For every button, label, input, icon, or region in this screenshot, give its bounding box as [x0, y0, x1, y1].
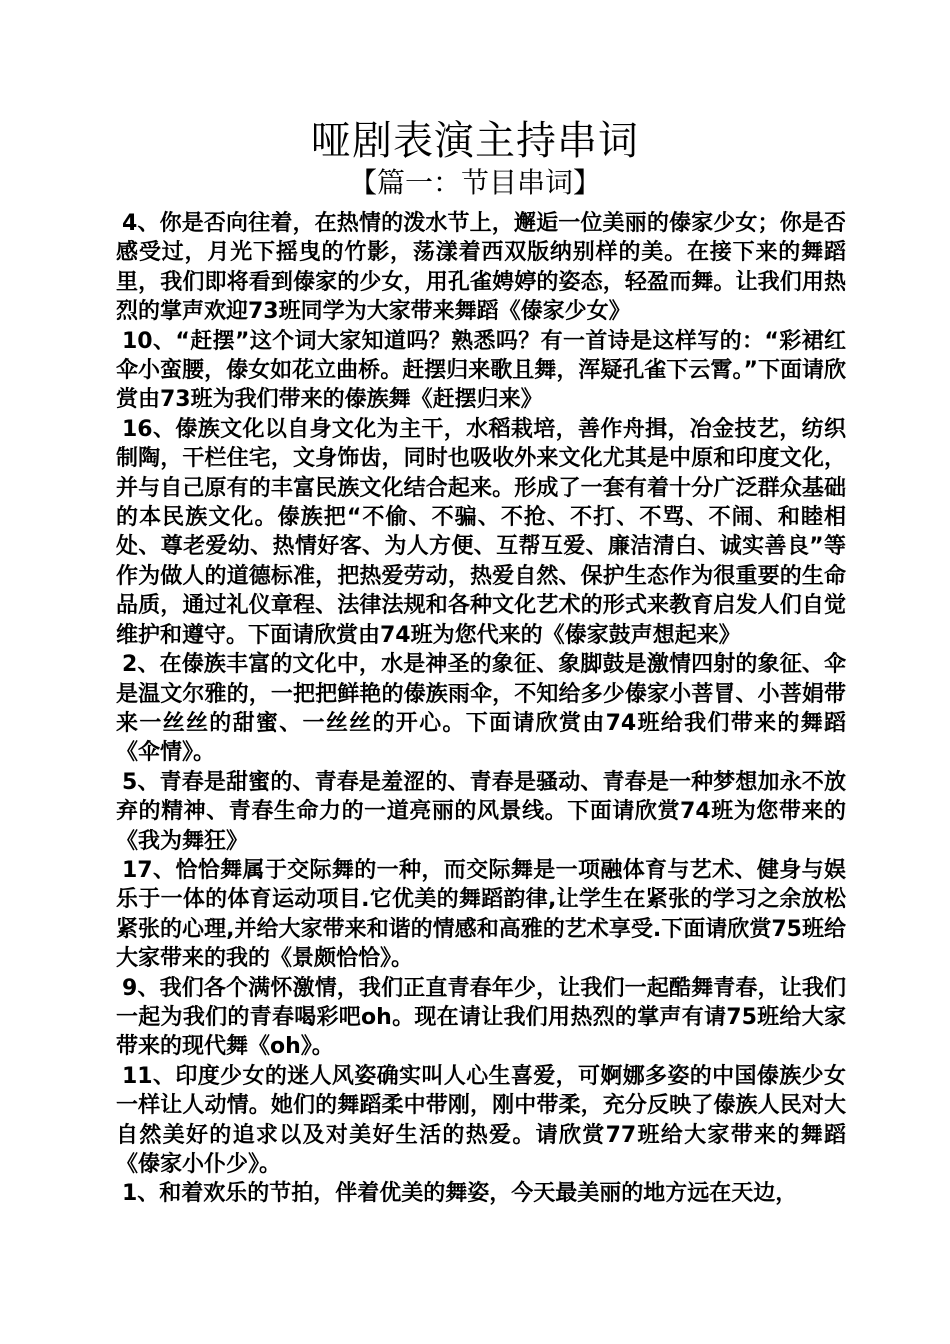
document-body — [116, 209, 846, 1209]
paragraph: 1、和着欢乐的节拍，伴着优美的舞姿，今天最美丽的地方远在天边， — [122, 1181, 798, 1207]
paragraph: 4、你是否向往着，在热情的泼水节上，邂逅一位美丽的傣家少女；你是否感受过，月光下摇曳的竹影，荡漾着西双版纳别样的美。在接下来的舞蹈里，我们即将看到傣家的少女，用孔雀娉婷的姿态，轻盈而舞。让我们用热烈的掌声欢迎73班同学为大家带来舞蹈《傣家少女》 — [116, 211, 846, 325]
paragraph: 16、傣族文化以自身文化为主干，水稻栽培，善作舟揖，冶金技艺，纺织制陶，干栏住宅，文身饰齿，同时也吸收外来文化尤其是中原和印度文化，并与自己原有的丰富民族文化结合起来。形成了一套有着十分广泛群众基础的本民族文化。傣族把“不偷、不骗、不抢、不打、不骂、不闹、和睦相处、尊老爱幼、热情好客、为人方便、互帮互爱、廉洁清白、诚实善良”等作为做人的道德标准，把热爱劳动，热爱自然、保护生态作为很重要的生命品质，通过礼仪章程、法律法规和各种文化艺术的形式来教育启发人们自觉维护和遵守。下面请欣赏由74班为您代来的《傣家鼓声想起来》 — [116, 416, 846, 648]
document-title: 哑剧表演主持串词 — [311, 118, 639, 164]
paragraph: 10、“赶摆”这个词大家知道吗？熟悉吗？有一首诗是这样写的：“彩裙红伞小蛮腰，傣女如花立曲桥。赶摆归来歌且舞，浑疑孔雀下云霄。”下面请欣赏由73班为我们带来的傣族舞《赶摆归来》 — [116, 328, 846, 413]
document-subtitle: 【篇一：节目串词】 — [348, 166, 601, 199]
paragraph: 5、青春是甜蜜的、青春是羞涩的、青春是骚动、青春是一种梦想加永不放弃的精神、青春生命力的一道亮丽的风景线。下面请欣赏74班为您带来的《我为舞狂》 — [116, 769, 846, 854]
paragraph: 2、在傣族丰富的文化中，水是神圣的象征、象脚鼓是激情四射的象征、伞是温文尔雅的，一把把鲜艳的傣族雨伞，不知给多少傣家小菩冒、小菩娟带来一丝丝的甜蜜、一丝丝的开心。下面请欣赏由74班给我们带来的舞蹈《伞情》。 — [116, 652, 846, 766]
paragraph: 17、恰恰舞属于交际舞的一种，而交际舞是一项融体育与艺术、健身与娱乐于一体的体育运动项目.它优美的舞蹈韵律,让学生在紧张的学习之余放松紧张的心理,并给大家带来和谐的情感和高雅的艺术享受.下面请欣赏75班给大家带来的我的《景颇恰恰》。 — [116, 857, 846, 972]
paragraph: 9、我们各个满怀激情，我们正直青春年少，让我们一起酷舞青春，让我们一起为我们的青春喝彩吧oh。现在请让我们用热烈的掌声有请75班给大家带来的现代舞《oh》。 — [116, 975, 846, 1060]
paragraph: 11、印度少女的迷人风姿确实叫人心生喜爱，可婀娜多姿的中国傣族少女一样让人动情。她们的舞蹈柔中带刚，刚中带柔，充分反映了傣族人民对大自然美好的追求以及对美好生活的热爱。请欣赏77班给大家带来的舞蹈《傣家小仆少》。 — [116, 1063, 846, 1177]
